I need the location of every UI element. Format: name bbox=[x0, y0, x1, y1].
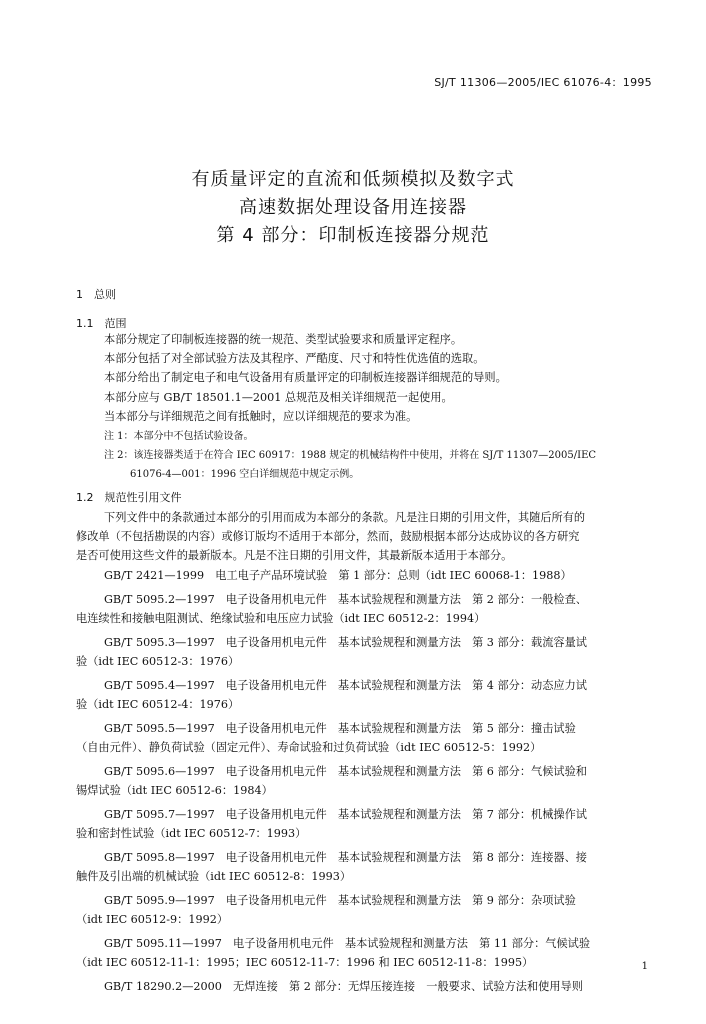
section-heading-scope: 1.1 范围 bbox=[76, 317, 127, 330]
title-line-1: 有质量评定的直流和低频模拟及数字式 bbox=[191, 169, 515, 190]
page-number: 1 bbox=[641, 961, 648, 972]
reference-entry: GB/T 5095.3—1997 电子设备用机电元件 基本试验规程和测量方法 第 3 部分：载流容量试 bbox=[104, 636, 587, 649]
reference-entry: GB/T 5095.7—1997 电子设备用机电元件 基本试验规程和测量方法 第 7 部分：机械操作试 bbox=[104, 808, 587, 821]
reference-entry-continued: 触件及引出端的机械试验（idt IEC 60512-8：1993） bbox=[76, 870, 352, 883]
reference-entry-continued: 验（idt IEC 60512-4：1976） bbox=[76, 698, 240, 711]
reference-entry: GB/T 2421—1999 电工电子产品环境试验 第 1 部分：总则（idt IEC 60068-1：1988） bbox=[104, 569, 572, 582]
references-intro: 是否可使用这些文件的最新版本。凡是不注日期的引用文件，其最新版本适用于本部分。 bbox=[76, 549, 513, 562]
title-line-2: 高速数据处理设备用连接器 bbox=[239, 197, 467, 218]
reference-entry-continued: （自由元件）、静负荷试验（固定元件）、寿命试验和过负荷试验（idt IEC 60512-5：1992） bbox=[76, 741, 542, 754]
reference-entry: GB/T 5095.11—1997 电子设备用机电元件 基本试验规程和测量方法 第 11 部分：气候试验 bbox=[104, 937, 591, 950]
scope-note: 注 2：该连接器类适于在符合 IEC 60917：1988 规定的机械结构件中使用，并将在 SJ/T 11307—2005/IEC bbox=[104, 450, 597, 461]
scope-note-continued: 61076-4—001：1996 空白详细规范中规定示例。 bbox=[130, 469, 360, 480]
reference-entry-continued: 验（idt IEC 60512-3：1976） bbox=[76, 655, 240, 668]
reference-entry: GB/T 5095.9—1997 电子设备用机电元件 基本试验规程和测量方法 第 9 部分：杂项试验 bbox=[104, 894, 576, 907]
document-title bbox=[0, 166, 706, 250]
reference-entry-continued: 电连续性和接触电阻测试、绝缘试验和电压应力试验（idt IEC 60512-2：1994） bbox=[76, 612, 486, 625]
scope-paragraph: 本部分包括了对全部试验方法及其程序、严酷度、尺寸和特性优选值的选取。 bbox=[104, 352, 485, 365]
title-line-3: 第 4 部分：印制板连接器分规范 bbox=[216, 225, 490, 246]
reference-entry: GB/T 5095.6—1997 电子设备用机电元件 基本试验规程和测量方法 第 6 部分：气候试验和 bbox=[104, 765, 587, 778]
reference-entry: GB/T 5095.5—1997 电子设备用机电元件 基本试验规程和测量方法 第 5 部分：撞击试验 bbox=[104, 722, 576, 735]
reference-entry: GB/T 5095.8—1997 电子设备用机电元件 基本试验规程和测量方法 第 8 部分：连接器、接 bbox=[104, 851, 587, 864]
scope-paragraph: 本部分规定了印制板连接器的统一规范、类型试验要求和质量评定程序。 bbox=[104, 333, 463, 346]
reference-entry: GB/T 5095.2—1997 电子设备用机电元件 基本试验规程和测量方法 第 2 部分：一般检查、 bbox=[104, 593, 587, 606]
section-heading-general: 1 总则 bbox=[76, 288, 116, 301]
references-intro: 下列文件中的条款通过本部分的引用而成为本部分的条款。凡是注日期的引用文件，其随后所有的 bbox=[104, 511, 586, 524]
reference-entry: GB/T 5095.4—1997 电子设备用机电元件 基本试验规程和测量方法 第 4 部分：动态应力试 bbox=[104, 679, 587, 692]
section-heading-normative-references: 1.2 规范性引用文件 bbox=[76, 491, 182, 504]
standard-code: SJ/T 11306—2005/IEC 61076-4：1995 bbox=[434, 76, 652, 89]
references-intro: 修改单（不包括勘误的内容）或修订版均不适用于本部分，然而，鼓励根据本部分达成协议的各方研究 bbox=[76, 530, 580, 543]
reference-entry-continued: 验和密封性试验（idt IEC 60512-7：1993） bbox=[76, 827, 307, 840]
reference-entry-continued: （idt IEC 60512-9：1992） bbox=[76, 913, 229, 926]
scope-note: 注 1：本部分中不包括试验设备。 bbox=[104, 431, 254, 442]
scope-paragraph: 本部分应与 GB/T 18501.1—2001 总规范及相关详细规范一起使用。 bbox=[104, 391, 453, 404]
reference-entry-continued: 锡焊试验（idt IEC 60512-6：1984） bbox=[76, 784, 273, 797]
scope-paragraph: 本部分给出了制定电子和电气设备用有质量评定的印制板连接器详细规范的导则。 bbox=[104, 371, 507, 384]
reference-entry: GB/T 18290.2—2000 无焊连接 第 2 部分：无焊压接连接 一般要求、试验方法和使用导则 bbox=[104, 980, 583, 993]
scope-paragraph: 当本部分与详细规范之间有抵触时，应以详细规范的要求为准。 bbox=[104, 410, 418, 423]
reference-entry-continued: （idt IEC 60512-11-1：1995；IEC 60512-11-7：1996 和 IEC 60512-11-8：1995） bbox=[76, 956, 534, 969]
